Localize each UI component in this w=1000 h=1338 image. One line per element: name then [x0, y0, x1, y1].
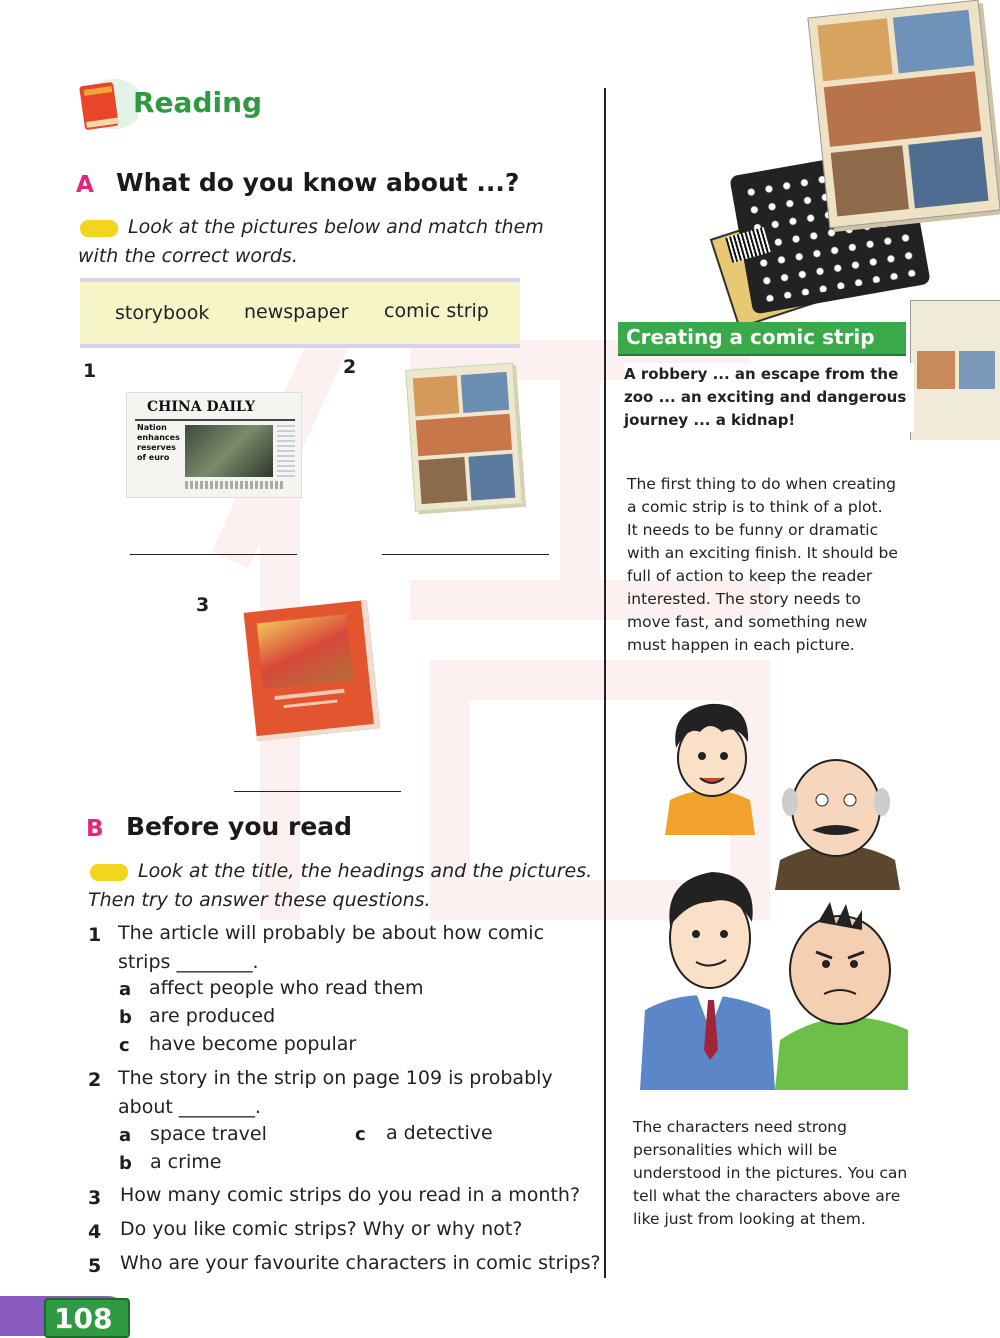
boy-character	[665, 704, 755, 835]
instruction-marker	[90, 864, 128, 881]
newspaper-headline: Nation enhances reserves of euro	[137, 423, 180, 462]
question-text: How many comic strips do you read in a month?	[120, 1184, 581, 1206]
book-icon	[78, 78, 138, 134]
answer-line-1[interactable]	[130, 554, 297, 555]
paragraph-characters: The characters need strong personalities which will be understood in the pictures. You can tell what the characters above are like just from looking at them.	[633, 1118, 908, 1228]
item-number: 2	[343, 356, 357, 378]
question-text: Do you like comic strips? Why or why not?	[120, 1218, 523, 1240]
column-divider	[604, 88, 606, 1278]
option-letter: a	[119, 1125, 132, 1146]
option-text[interactable]: space travel	[150, 1123, 267, 1145]
option-text[interactable]: are produced	[149, 1005, 276, 1027]
question-number: 1	[88, 924, 102, 946]
answer-line-3[interactable]	[234, 791, 401, 792]
section-b-title: Before you read	[126, 812, 353, 841]
option-letter: b	[119, 1007, 132, 1028]
word-option: comic strip	[384, 300, 489, 322]
section-b-letter: B	[86, 816, 104, 842]
section-a-instruction-1: Look at the pictures below and match them	[128, 216, 544, 238]
item-number: 3	[196, 594, 210, 616]
question-text: Who are your favourite characters in comic strips?	[120, 1252, 601, 1274]
creating-comic-strip-banner	[618, 322, 906, 356]
reading-title: Reading	[133, 86, 263, 119]
question-text: The article will probably be about how comic	[118, 922, 545, 944]
word-box	[80, 278, 520, 348]
answer-line-2[interactable]	[382, 554, 549, 555]
option-letter: a	[119, 979, 132, 1000]
paragraph-plot: The first thing to do when creating a comic strip is to think of a plot. It needs to be funny or dramatic with an exciting finish. It should be full of action to keep the reader interested. The story needs to move fast, and something new must happen in each picture.	[627, 475, 898, 654]
question-number: 4	[88, 1221, 102, 1243]
question-text: about ________.	[118, 1096, 261, 1118]
option-text[interactable]: have become popular	[149, 1033, 357, 1055]
option-letter: c	[119, 1035, 130, 1056]
question-text: strips ________.	[118, 951, 259, 973]
characters-illustration	[640, 690, 910, 1100]
section-a-letter: A	[76, 172, 94, 198]
section-b-instruction-1: Look at the title, the headings and the pictures.	[138, 860, 593, 882]
section-b-instruction-2: Then try to answer these questions.	[88, 889, 431, 911]
page-number: 108	[54, 1302, 113, 1335]
question-number: 3	[88, 1187, 102, 1209]
tough-guy-character	[775, 902, 908, 1090]
comic-image	[405, 362, 523, 511]
word-option: storybook	[115, 302, 210, 324]
newspaper-image	[126, 392, 302, 498]
option-letter: b	[119, 1153, 132, 1174]
word-option: newspaper	[244, 301, 349, 323]
newspaper-masthead: CHINA DAILY	[147, 399, 255, 415]
instruction-marker	[80, 220, 118, 237]
option-text[interactable]: a detective	[386, 1122, 493, 1144]
teaser-text: A robbery ... an escape from the zoo ... an exciting and dangerous journey ... a kidnap!	[624, 363, 914, 432]
question-text: The story in the strip on page 109 is probably	[118, 1067, 553, 1089]
man-in-suit-character	[640, 872, 775, 1090]
reading-header	[78, 78, 278, 134]
page-number-box	[44, 1298, 130, 1338]
option-text[interactable]: affect people who read them	[149, 977, 424, 999]
option-text[interactable]: a crime	[150, 1151, 222, 1173]
storybook-image	[244, 600, 381, 741]
newspaper-photo	[185, 425, 273, 477]
bald-man-character	[775, 760, 900, 890]
banner-title: Creating a comic strip	[626, 325, 875, 349]
section-a-title: What do you know about ...?	[116, 168, 520, 197]
option-letter: c	[355, 1124, 366, 1145]
question-number: 2	[88, 1069, 102, 1091]
question-number: 5	[88, 1255, 102, 1277]
section-a-instruction-2: with the correct words.	[78, 245, 298, 267]
item-number: 1	[83, 360, 97, 382]
